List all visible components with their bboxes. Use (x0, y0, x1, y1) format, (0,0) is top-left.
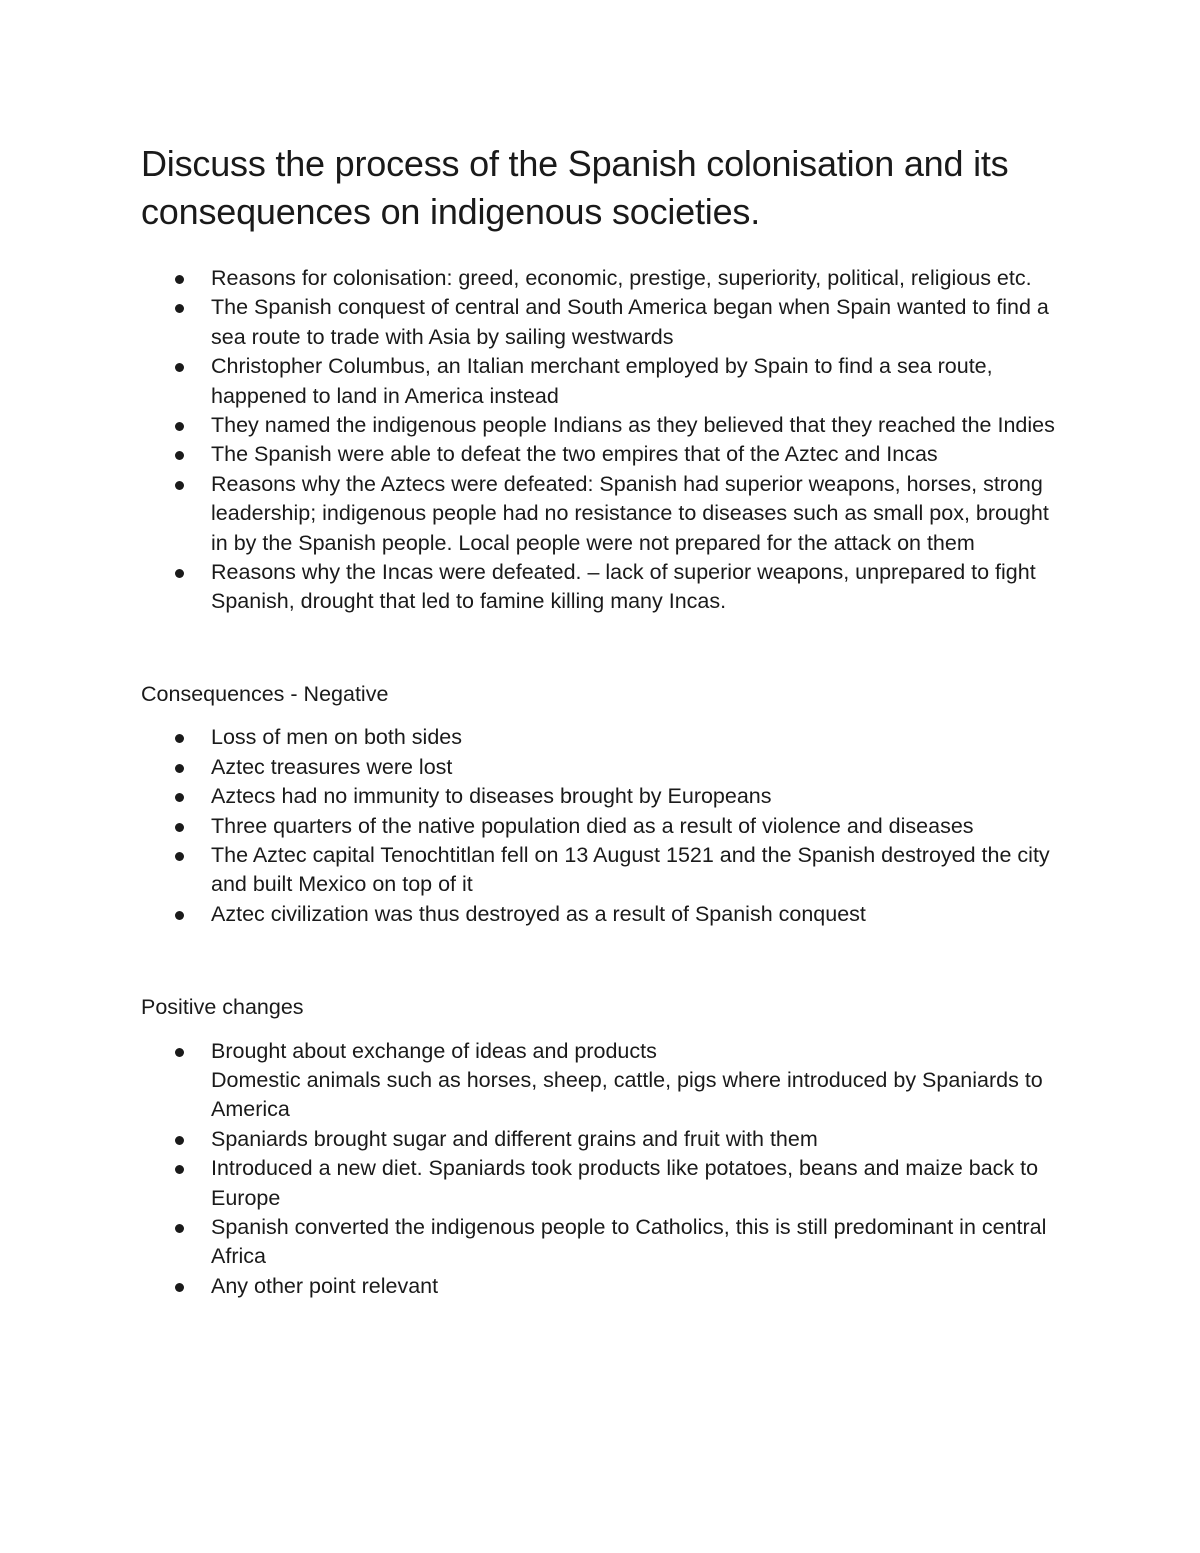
list-item: Aztec treasures were lost (141, 753, 1071, 782)
list-item: Spaniards brought sugar and different grains and fruit with them (141, 1125, 1071, 1154)
list-item: Reasons for colonisation: greed, economic, prestige, superiority, political, religious etc. (141, 264, 1071, 293)
list-item: Three quarters of the native population died as a result of violence and diseases (141, 812, 1071, 841)
list-item: Spanish converted the indigenous people to Catholics, this is still predominant in central Africa (141, 1213, 1071, 1272)
list-item: Reasons why the Aztecs were defeated: Spanish had superior weapons, horses, strong leadership; indigenous people had no resistance to diseases such as small pox, brought in by the Spanish people. Local people were not prepared for the attack on them (141, 470, 1071, 558)
document-title: Discuss the process of the Spanish colonisation and its consequences on indigenous societies. (141, 143, 1009, 232)
list-item-line: Domestic animals such as horses, sheep, cattle, pigs where introduced by Spaniards to America (211, 1067, 1043, 1122)
list-item: The Spanish conquest of central and South America began when Spain wanted to find a sea route to trade with Asia by sailing westwards (141, 293, 1071, 352)
list-item: They named the indigenous people Indians as they believed that they reached the Indies (141, 411, 1071, 440)
list-item: The Spanish were able to defeat the two empires that of the Aztec and Incas (141, 440, 1071, 469)
list-item: The Aztec capital Tenochtitlan fell on 13 August 1521 and the Spanish destroyed the city and built Mexico on top of it (141, 841, 1071, 900)
document-page (141, 140, 1071, 1301)
list-item: Introduced a new diet. Spaniards took products like potatoes, beans and maize back to Europe (141, 1154, 1071, 1213)
list-item: Any other point relevant (141, 1272, 1071, 1301)
negative-consequences-list (141, 723, 1071, 929)
list-item: Reasons why the Incas were defeated. – lack of superior weapons, unprepared to fight Spanish, drought that led to famine killing many Incas. (141, 558, 1071, 617)
negative-consequences-heading: Consequences - Negative (141, 681, 389, 706)
list-item: Aztec civilization was thus destroyed as a result of Spanish conquest (141, 900, 1071, 929)
list-item: Aztecs had no immunity to diseases brought by Europeans (141, 782, 1071, 811)
positive-changes-list (141, 1037, 1071, 1302)
list-item-line: Brought about exchange of ideas and products (211, 1038, 657, 1063)
list-item: Loss of men on both sides (141, 723, 1071, 752)
positive-changes-heading: Positive changes (141, 995, 304, 1020)
list-item: Christopher Columbus, an Italian merchant employed by Spain to find a sea route, happened to land in America instead (141, 352, 1071, 411)
list-item (141, 1037, 1071, 1125)
reasons-list (141, 264, 1071, 617)
